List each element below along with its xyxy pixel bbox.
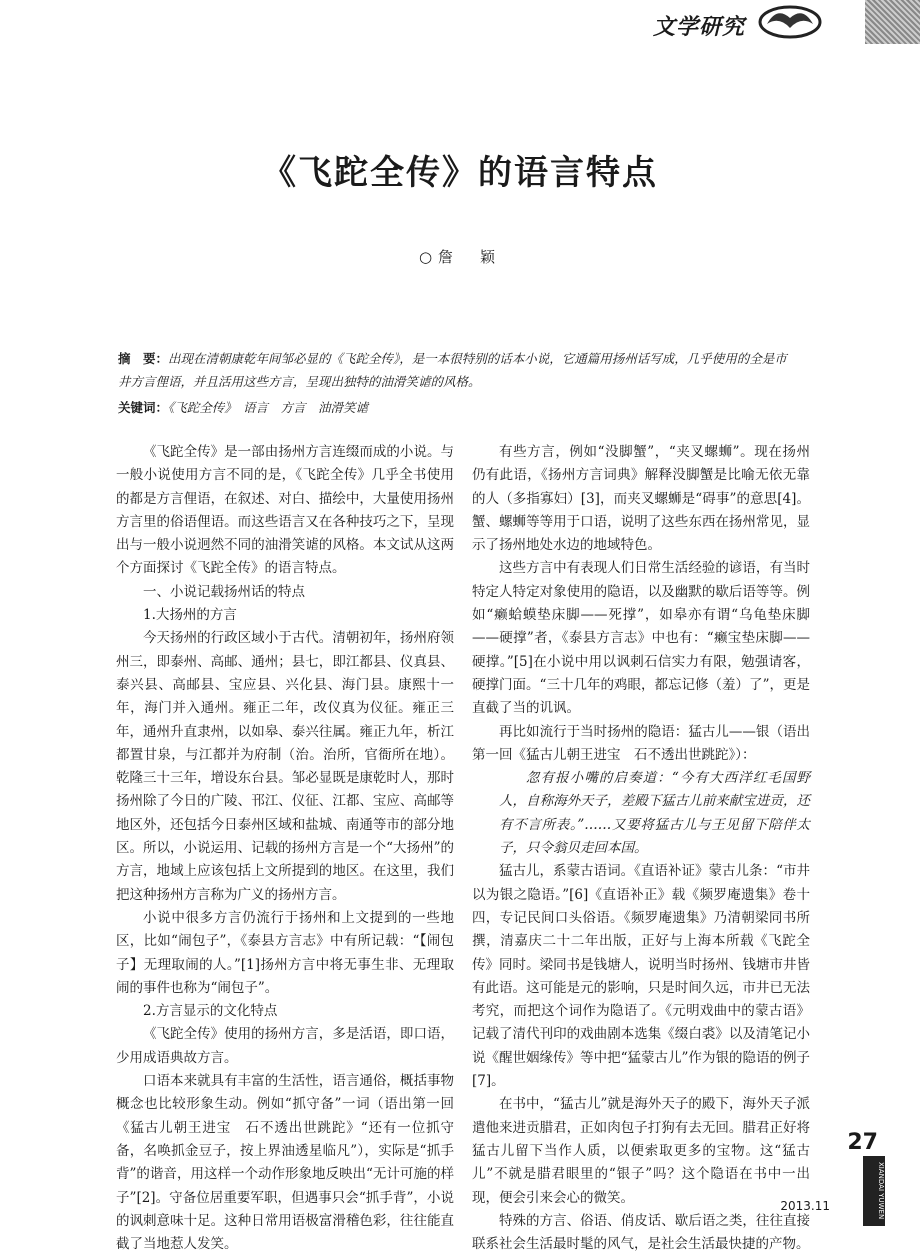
paragraph: 在书中，“猛古儿”就是海外天子的殿下，海外天子派遣他来进贡腊君，正如肉包子打狗有去无回。腊君正好将猛古儿留下当作人质，以便索取更多的宝物。这“猛古儿”不就是腊君眼里的“银子”吗？这个隐语在书中一出现，便会引来会心的微笑。 [472, 1096, 810, 1206]
keywords [118, 396, 798, 419]
paragraph: 有些方言，例如“没脚蟹”，“夹叉螺蛳”。现在扬州仍有此语，《扬州方言词典》解释没脚蟹是比喻无依无靠的人（多指寡妇）[3]，而夹叉螺蛳是“碍事”的意思[4]。蟹、螺蛳等等用于口语，说明了这些东西在扬州常见，显示了扬州地处水边的地域特色。 [472, 444, 810, 554]
author-byline: ○詹 颖 [418, 248, 502, 266]
abstract-text: 出现在清朝康乾年间邹必显的《飞跎全传》，是一本很特别的话本小说，它通篇用扬州话写成，几乎使用的全是市井方言俚语，并且活用这些方言，呈现出独特的油滑笑谑的风格。 [118, 351, 787, 389]
paragraph: 小说中很多方言仍流行于扬州和上文提到的一些地区，比如“闹包子”，《泰县方言志》中有所记载：“【闹包子】无理取闹的人。”[1]扬州方言中将无事生非、无理取闹的事件也称为“闹包子”。 [116, 909, 454, 996]
paragraph: 这些方言中有表现人们日常生活经验的谚语，有当时特定人特定对象使用的隐语，以及幽默的歇后语等等。例如“癞蛤蟆垫床脚——死撑”，如皋亦有谓“乌龟垫床脚——硬撑”者，《泰县方言志》中也有：“癞宝垫床脚——硬撑。”[5]在小说中用以讽刺石信实力有限，勉强请客，硬撑门面。“三十几年的鸡眼，都忘记修（羞）了”，更是直截了当的讥讽。 [472, 560, 810, 717]
corner-decoration [865, 0, 920, 44]
paragraph: 《飞跎全传》使用的扬州方言，多是活语，即口语，少用成语典故方言。 [116, 1026, 454, 1066]
paragraph: 《飞跎全传》是一部由扬州方言连缀而成的小说。与一般小说使用方言不同的是，《飞跎全传》几乎全书使用的都是方言俚语，在叙述、对白、描绘中，大量使用扬州方言里的俗语俚语。而这些语言又在各种技巧之下，呈现出与一般小说迥然不同的油滑笑谑的风格。本文试从这两个方面探讨《飞跎全传》的语言特点。 [116, 444, 454, 577]
abstract [118, 347, 798, 393]
subsection-heading: 1.大扬州的方言 [143, 607, 237, 624]
page-number: 27 [847, 1130, 878, 1155]
paragraph: 今天扬州的行政区域小于古代。清朝初年，扬州府领州三，即泰州、高邮、通州；县七，即江都县、仪真县、泰兴县、高邮县、宝应县、兴化县、海门县。康熙十一年，海门并入通州。雍正二年，改仪真为仪征。雍正三年，通州升直隶州，以如皋、泰兴往属。雍正九年，析江都置甘泉，与江都并为府制（治。治所，官衙所在地）。乾隆三十三年，增设东台县。邹必显既是康乾时人，那时扬州除了今日的广陵、邗江、仪征、江都、宝应、高邮等地区外，还包括今日泰州区域和盐城、南通等市的部分地区。所以，小说运用、记载的扬州方言是一个“大扬州”的方言，地域上应该包括上文所提到的地区。在这里，我们把这种扬州方言称为广义的扬州方言。 [116, 630, 454, 903]
keywords-label: 关键词： [118, 400, 169, 415]
paragraph: 猛古儿，系蒙古语词。《直语补证》蒙古儿条：“市井以为银之隐语。”[6]《直语补正》载《频罗庵遗集》卷十四，专记民间口头俗语。《频罗庵遗集》乃清朝梁同书所撰，清嘉庆二十二年出版，正好与上海本所载《飞跎全传》同时。梁同书是钱塘人，说明当时扬州、钱塘市井皆有此语。这可能是元的影响，只是时间久远，市井已无法考究，而把这个词作为隐语了。《元明戏曲中的蒙古语》记载了清代刊印的戏曲剧本选集《缀白裘》以及清笔记小说《醒世姻缘传》等中把“猛蒙古儿”作为银的隐语的例子[7]。 [472, 863, 810, 1090]
emblem-icon [755, 0, 825, 40]
block-quote: 忽有报小嘴的启奏道：“今有大西洋红毛国野人，自称海外天子，差殿下猛古儿前来献宝进贡，还有不言所表。”……又要将猛古儿与王见留下陪伴太子，只令翁贝走回本国。 [499, 770, 810, 857]
section-heading: 一、小说记载扬州话的特点 [143, 583, 305, 600]
abstract-label: 摘 要： [118, 351, 169, 366]
issue-date: 2013.11 [780, 1199, 830, 1213]
side-tag: XIANDAI YUWEN [863, 1156, 885, 1226]
paragraph: 特殊的方言、俗语、俏皮话、歇后语之类，往往直接联系社会生活最时髦的风气，是社会生活最快捷的产物。 [472, 1212, 810, 1253]
article-title: 《飞跎全传》的语言特点 [262, 153, 658, 193]
left-column [116, 441, 454, 1256]
right-column [472, 441, 810, 1256]
column-label: 文学研究 [652, 14, 745, 40]
paragraph: 再比如流行于当时扬州的隐语：猛古儿——银（语出第一回《猛古儿朝王进宝 石不透出世跳跎》）： [472, 723, 810, 763]
subsection-heading: 2.方言显示的文化特点 [143, 1003, 278, 1020]
paragraph: 口语本来就具有丰富的生活性，语言通俗，概括事物概念也比较形象生动。例如“抓守备”一词（语出第一回《猛古儿朝王进宝 石不透出世跳跎》“还有一位抓守备，名唤抓金豆子，按上界油透星临凡”），实际是“抓手背”的谐音，用这样一个动作形象地反映出“无计可施的样子”[2]。守备位居重要军职，但遇事只会“抓手背”，小说的讽刺意味十足。这种日常用语极富滑稽色彩，往往能直截了当地惹人发笑。 [116, 1073, 454, 1253]
keywords-text: 《飞跎全传》 语言 方言 油滑笑谑 [168, 400, 369, 415]
